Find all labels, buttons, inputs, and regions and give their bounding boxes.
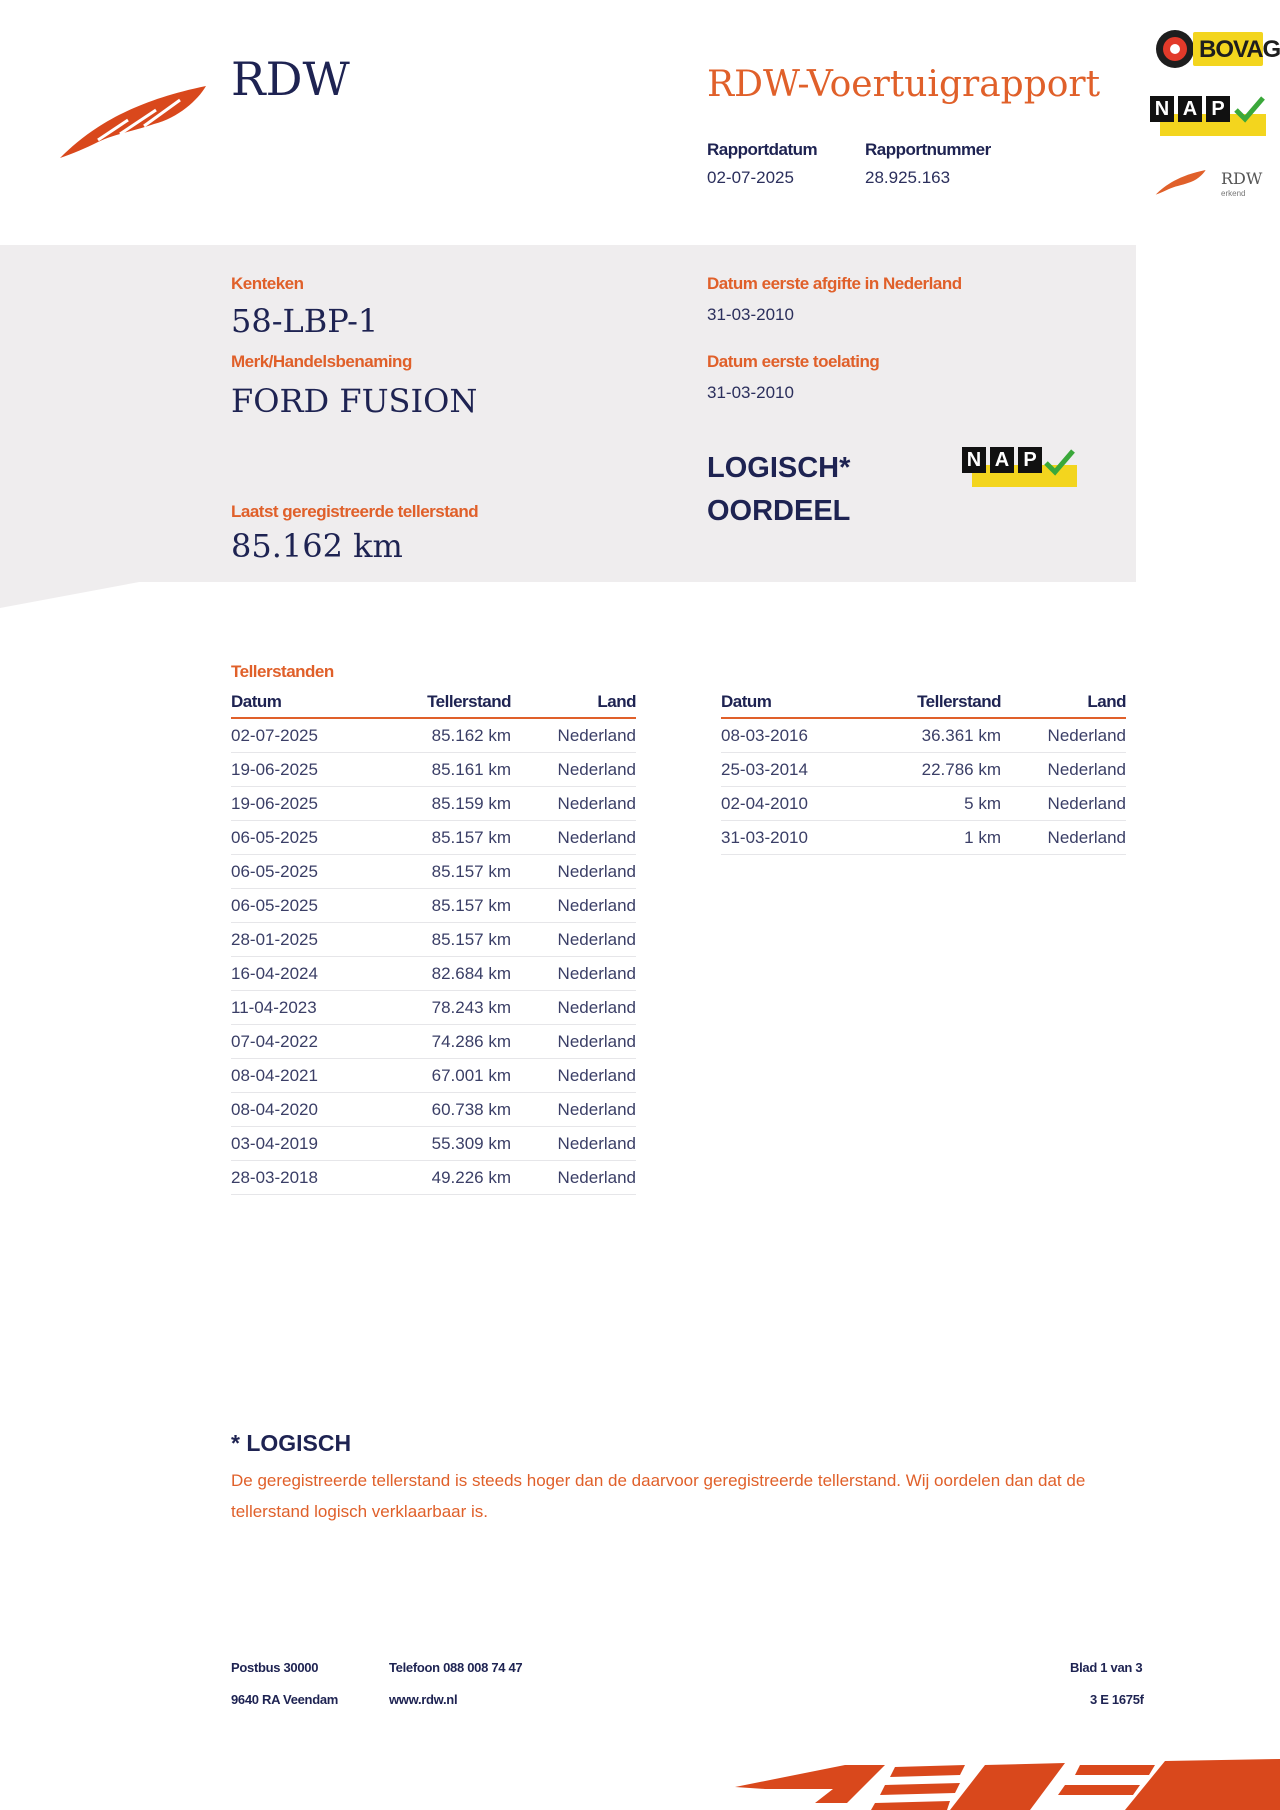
- report-number-value: 28.925.163: [865, 168, 951, 187]
- cell-datum: 07-04-2022: [231, 1025, 381, 1059]
- footer-address: 9640 RA Veendam: [231, 1692, 339, 1707]
- footnote-title: * LOGISCH: [231, 1430, 352, 1456]
- odometer-history-title: Tellerstanden: [231, 662, 334, 681]
- last-odometer-label: Laatst geregistreerde tellerstand: [231, 502, 479, 521]
- cell-tellerstand: 82.684 km: [381, 957, 511, 991]
- rdw-feather-small-icon: [1155, 167, 1207, 197]
- cell-datum: 25-03-2014: [721, 753, 871, 787]
- table-row: [231, 1059, 636, 1093]
- cell-land: Nederland: [511, 923, 636, 957]
- verdict-line-1: LOGISCH*: [707, 452, 851, 484]
- footer-website-link[interactable]: www.rdw.nl: [389, 1692, 458, 1707]
- rdw-stripes-decoration: [735, 1755, 1280, 1810]
- kenteken-label: Kenteken: [231, 274, 304, 293]
- column-header-datum: Datum: [721, 690, 871, 718]
- cell-land: Nederland: [511, 991, 636, 1025]
- cell-land: Nederland: [511, 821, 636, 855]
- report-number-label: Rapportnummer: [865, 140, 991, 159]
- table-row: [721, 753, 1126, 787]
- table-row: [231, 718, 636, 753]
- nap-letter-p: P: [1206, 96, 1230, 122]
- cell-datum: 02-04-2010: [721, 787, 871, 821]
- cell-datum: 02-07-2025: [231, 718, 381, 753]
- merk-value: FORD FUSION: [231, 382, 478, 420]
- cell-land: Nederland: [511, 1161, 636, 1195]
- nap-letter-a: A: [990, 447, 1014, 473]
- table-row: [231, 753, 636, 787]
- cell-tellerstand: 55.309 km: [381, 1127, 511, 1161]
- cell-tellerstand: 67.001 km: [381, 1059, 511, 1093]
- cell-tellerstand: 22.786 km: [871, 753, 1001, 787]
- odometer-table-left: [231, 690, 636, 1195]
- cell-tellerstand: 1 km: [871, 821, 1001, 855]
- column-header-datum: Datum: [231, 690, 381, 718]
- cell-datum: 03-04-2019: [231, 1127, 381, 1161]
- cell-datum: 19-06-2025: [231, 753, 381, 787]
- checkmark-icon: [1042, 445, 1076, 479]
- cell-land: Nederland: [511, 1025, 636, 1059]
- cell-datum: 06-05-2025: [231, 889, 381, 923]
- cell-land: Nederland: [1001, 718, 1126, 753]
- cell-tellerstand: 85.161 km: [381, 753, 511, 787]
- first-admission-value: 31-03-2010: [707, 383, 794, 402]
- cell-tellerstand: 85.157 km: [381, 821, 511, 855]
- cell-tellerstand: 74.286 km: [381, 1025, 511, 1059]
- cell-tellerstand: 5 km: [871, 787, 1001, 821]
- rdw-feather-logo: [58, 80, 210, 162]
- table-row: [231, 889, 636, 923]
- first-issue-nl-value: 31-03-2010: [707, 305, 794, 324]
- brand-title: RDW: [231, 52, 350, 106]
- rdw-erkend-badge: [1155, 165, 1265, 201]
- column-header-tellerstand: Tellerstand: [871, 690, 1001, 718]
- cell-land: Nederland: [511, 1059, 636, 1093]
- nap-letter-n: N: [962, 447, 986, 473]
- cell-tellerstand: 85.159 km: [381, 787, 511, 821]
- cell-tellerstand: 85.162 km: [381, 718, 511, 753]
- footer-code: 3 E 1675f: [1090, 1692, 1144, 1707]
- cell-datum: 16-04-2024: [231, 957, 381, 991]
- first-issue-nl-label: Datum eerste afgifte in Nederland: [707, 274, 962, 293]
- column-header-land: Land: [1001, 690, 1126, 718]
- cell-datum: 31-03-2010: [721, 821, 871, 855]
- checkmark-icon: [1232, 92, 1266, 126]
- column-header-land: Land: [511, 690, 636, 718]
- first-admission-label: Datum eerste toelating: [707, 352, 880, 371]
- table-row: [721, 821, 1126, 855]
- cell-land: Nederland: [1001, 821, 1126, 855]
- table-row: [231, 1161, 636, 1195]
- cell-datum: 08-03-2016: [721, 718, 871, 753]
- cell-tellerstand: 49.226 km: [381, 1161, 511, 1195]
- report-title: RDW-Voertuigrapport: [707, 64, 1101, 105]
- footer-page-number: Blad 1 van 3: [1070, 1660, 1143, 1675]
- bovag-badge: [1153, 28, 1280, 70]
- table-row: [721, 787, 1126, 821]
- cell-tellerstand: 85.157 km: [381, 855, 511, 889]
- cell-datum: 11-04-2023: [231, 991, 381, 1025]
- nap-badge-verdict: [962, 445, 1077, 490]
- nap-letter-p: P: [1018, 447, 1042, 473]
- cell-land: Nederland: [511, 753, 636, 787]
- cell-land: Nederland: [1001, 787, 1126, 821]
- cell-land: Nederland: [511, 855, 636, 889]
- cell-datum: 19-06-2025: [231, 787, 381, 821]
- table-row: [231, 787, 636, 821]
- nap-letter-n: N: [1150, 96, 1174, 122]
- cell-tellerstand: 85.157 km: [381, 889, 511, 923]
- merk-label: Merk/Handelsbenaming: [231, 352, 412, 371]
- cell-datum: 08-04-2021: [231, 1059, 381, 1093]
- cell-land: Nederland: [511, 787, 636, 821]
- footer-phone: Telefoon 088 008 74 47: [389, 1660, 523, 1675]
- footnote-text: De geregistreerde tellerstand is steeds hoger dan de daarvoor geregistreerde tellerstand. Wij oordelen dan dat de tellerstand logisch verklaarbaar is.: [231, 1471, 1086, 1521]
- verdict-line-2: OORDEEL: [707, 495, 851, 527]
- bovag-text: BOVAG: [1199, 36, 1280, 63]
- table-row: [231, 1093, 636, 1127]
- column-header-tellerstand: Tellerstand: [381, 690, 511, 718]
- cell-land: Nederland: [511, 889, 636, 923]
- cell-datum: 28-01-2025: [231, 923, 381, 957]
- panel-corner: [0, 580, 150, 608]
- cell-tellerstand: 85.157 km: [381, 923, 511, 957]
- cell-datum: 06-05-2025: [231, 821, 381, 855]
- table-row: [231, 1025, 636, 1059]
- table-row: [231, 855, 636, 889]
- table-header-row: [231, 690, 636, 718]
- cell-land: Nederland: [511, 718, 636, 753]
- cell-tellerstand: 36.361 km: [871, 718, 1001, 753]
- last-odometer-value: 85.162 km: [231, 527, 403, 565]
- table-header-row: [721, 690, 1126, 718]
- nap-badge-top: [1150, 92, 1266, 138]
- report-date-value: 02-07-2025: [707, 168, 794, 187]
- table-row: [231, 991, 636, 1025]
- rdw-erkend-sub: erkend: [1221, 189, 1246, 198]
- table-row: [231, 957, 636, 991]
- table-row: [231, 821, 636, 855]
- cell-land: Nederland: [1001, 753, 1126, 787]
- rdw-erkend-name: RDW: [1221, 169, 1263, 188]
- cell-land: Nederland: [511, 957, 636, 991]
- cell-datum: 08-04-2020: [231, 1093, 381, 1127]
- cell-land: Nederland: [511, 1127, 636, 1161]
- table-row: [721, 718, 1126, 753]
- vehicle-info-panel: [0, 245, 1136, 582]
- odometer-table-right: [721, 690, 1126, 855]
- cell-land: Nederland: [511, 1093, 636, 1127]
- report-date-label: Rapportdatum: [707, 140, 818, 159]
- footer-postbus: Postbus 30000: [231, 1660, 319, 1675]
- cell-datum: 06-05-2025: [231, 855, 381, 889]
- cell-datum: 28-03-2018: [231, 1161, 381, 1195]
- kenteken-value: 58-LBP-1: [231, 302, 379, 340]
- table-row: [231, 1127, 636, 1161]
- cell-tellerstand: 60.738 km: [381, 1093, 511, 1127]
- nap-letter-a: A: [1178, 96, 1202, 122]
- cell-tellerstand: 78.243 km: [381, 991, 511, 1025]
- table-row: [231, 923, 636, 957]
